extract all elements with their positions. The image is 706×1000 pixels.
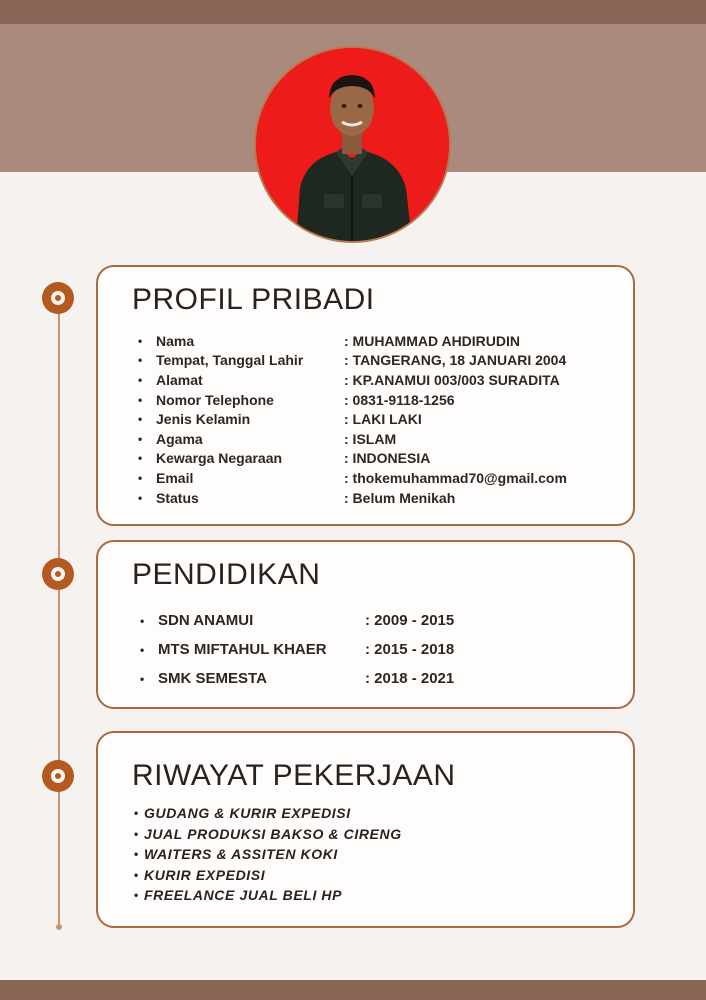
profile-card (96, 265, 635, 526)
bullet: • (138, 431, 143, 446)
profile-value: : TANGERANG, 18 JANUARI 2004 (344, 352, 567, 369)
profile-row-phone (138, 390, 567, 410)
profile-row-gender (138, 409, 567, 429)
timeline-marker-education (42, 558, 74, 590)
profile-row-status (138, 488, 567, 508)
profile-row-email (138, 468, 567, 488)
timeline-line (58, 298, 60, 928)
education-row (140, 664, 454, 693)
work-item (134, 885, 402, 906)
timeline-marker-work (42, 760, 74, 792)
work-card (96, 731, 635, 928)
work-item (134, 844, 402, 865)
bullet: • (138, 451, 143, 466)
profile-row-name (138, 331, 567, 351)
bullet: • (134, 867, 139, 882)
education-years: : 2018 - 2021 (365, 670, 455, 687)
profile-value: : thokemuhammad70@gmail.com (344, 469, 567, 486)
profile-value: : INDONESIA (344, 450, 431, 467)
work-item-label: JUAL PRODUKSI BAKSO & CIRENG (144, 825, 402, 842)
profile-row-birth (138, 351, 567, 371)
bullet: • (140, 671, 145, 686)
timeline-marker-profile (42, 282, 74, 314)
bullet: • (138, 470, 143, 485)
bullet: • (138, 490, 143, 505)
bullet: • (138, 353, 143, 368)
bullet: • (138, 392, 143, 407)
timeline-end (56, 924, 62, 930)
work-item-label: WAITERS & ASSITEN KOKI (144, 846, 338, 863)
work-item-label: KURIR EXPEDISI (144, 866, 266, 883)
profile-label: Status (156, 489, 199, 506)
education-years: : 2015 - 2018 (365, 641, 455, 658)
profile-label: Nomor Telephone (156, 391, 274, 408)
work-item (134, 803, 402, 824)
education-school: SDN ANAMUI (158, 612, 254, 629)
bullet: • (134, 826, 139, 841)
profile-row-citizenship (138, 449, 567, 469)
profile-value: : MUHAMMAD AHDIRUDIN (344, 332, 521, 349)
profile-label: Alamat (156, 371, 203, 388)
bullet: • (134, 888, 139, 903)
education-school: MTS MIFTAHUL KHAER (158, 641, 327, 658)
bullet: • (134, 847, 139, 862)
bullet: • (140, 642, 145, 657)
profile-title: PROFIL PRIBADI (132, 283, 375, 316)
work-item (134, 865, 402, 886)
profile-value: : Belum Menikah (344, 489, 456, 506)
education-years: : 2009 - 2015 (365, 612, 455, 629)
bullet: • (134, 806, 139, 821)
profile-label: Agama (156, 430, 203, 447)
bullet: • (140, 613, 145, 628)
top-strip (0, 0, 706, 24)
education-title: PENDIDIKAN (132, 558, 321, 591)
education-row (140, 635, 454, 664)
profile-value: : ISLAM (344, 430, 397, 447)
education-school: SMK SEMESTA (158, 670, 267, 687)
bullet: • (138, 412, 143, 427)
bullet: • (138, 372, 143, 387)
work-item-label: GUDANG & KURIR EXPEDISI (144, 805, 351, 822)
profile-photo (256, 48, 449, 241)
work-item-label: FREELANCE JUAL BELI HP (144, 887, 343, 904)
profile-label: Nama (156, 332, 195, 349)
education-list (140, 606, 454, 693)
profile-label: Kewarga Negaraan (156, 450, 283, 467)
profile-row-religion (138, 429, 567, 449)
profile-label: Jenis Kelamin (156, 411, 251, 428)
education-row (140, 606, 454, 635)
profile-list (138, 331, 567, 507)
profile-value: : LAKI LAKI (344, 411, 422, 428)
work-list (134, 803, 402, 906)
work-title: RIWAYAT PEKERJAAN (132, 759, 456, 792)
profile-value: : 0831-9118-1256 (344, 391, 455, 408)
profile-value: : KP.ANAMUI 003/003 SURADITA (344, 371, 560, 388)
profile-row-address (138, 370, 567, 390)
profile-label: Email (156, 469, 194, 486)
bottom-strip (0, 980, 706, 1000)
profile-label: Tempat, Tanggal Lahir (156, 352, 304, 369)
education-card (96, 540, 635, 709)
work-item (134, 824, 402, 845)
bullet: • (138, 333, 143, 348)
